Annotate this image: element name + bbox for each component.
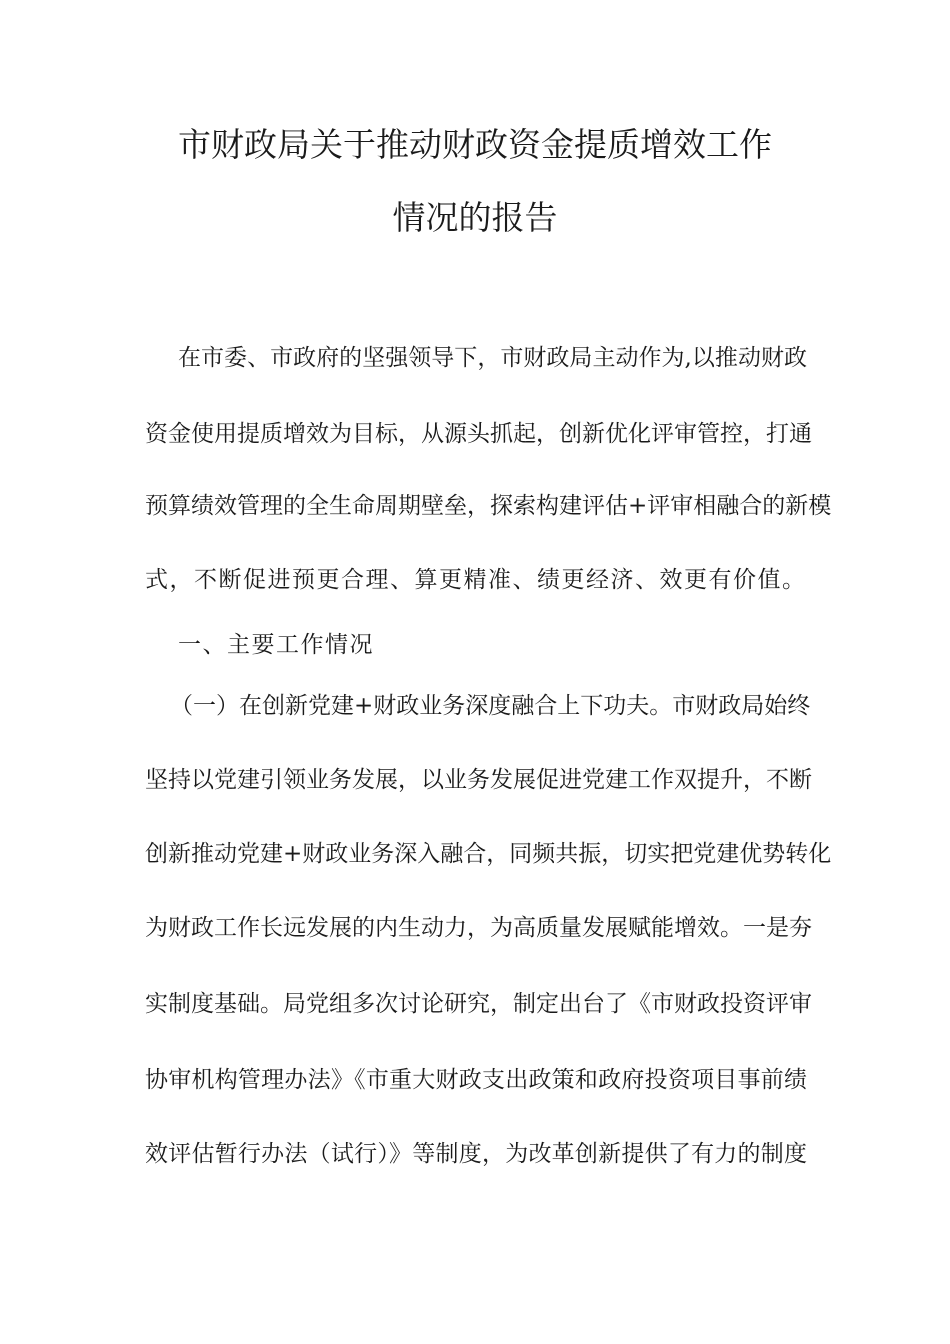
- text-line: 在市委、市政府的坚强领导下，市财政局主动作为,以推动财政: [178, 345, 807, 371]
- text-line: 为财政工作长远发展的内生动力，为高质量发展赋能增效。一是夯: [145, 915, 812, 941]
- text-line: 式，不断促进预更合理、算更精准、绩更经济、效更有价值。: [145, 567, 807, 593]
- text-line: 实制度基础。局党组多次讨论研究，制定出台了《市财政投资评审: [145, 991, 812, 1017]
- text-line: （一）在创新党建+财政业务深度融合上下功夫。市财政局始终: [170, 693, 811, 719]
- text-line: 创新推动党建+财政业务深入融合，同频共振，切实把党建优势转化: [145, 841, 832, 867]
- text-line: 协审机构管理办法》《市重大财政支出政策和政府投资项目事前绩: [145, 1067, 807, 1093]
- document-title-line-2: 情况的报告: [392, 198, 558, 237]
- text-line: 资金使用提质增效为目标，从源头抓起，创新优化评审管控，打通: [145, 421, 812, 447]
- section-heading: 一、主要工作情况: [178, 632, 374, 658]
- text-line: 效评估暂行办法（试行）》等制度，为改革创新提供了有力的制度: [145, 1141, 807, 1167]
- text-line: 预算绩效管理的全生命周期壁垒，探索构建评估+评审相融合的新模: [145, 493, 832, 519]
- document-title-line-1: 市财政局关于推动财政资金提质增效工作: [178, 125, 772, 164]
- text-line: 坚持以党建引领业务发展，以业务发展促进党建工作双提升，不断: [145, 767, 812, 793]
